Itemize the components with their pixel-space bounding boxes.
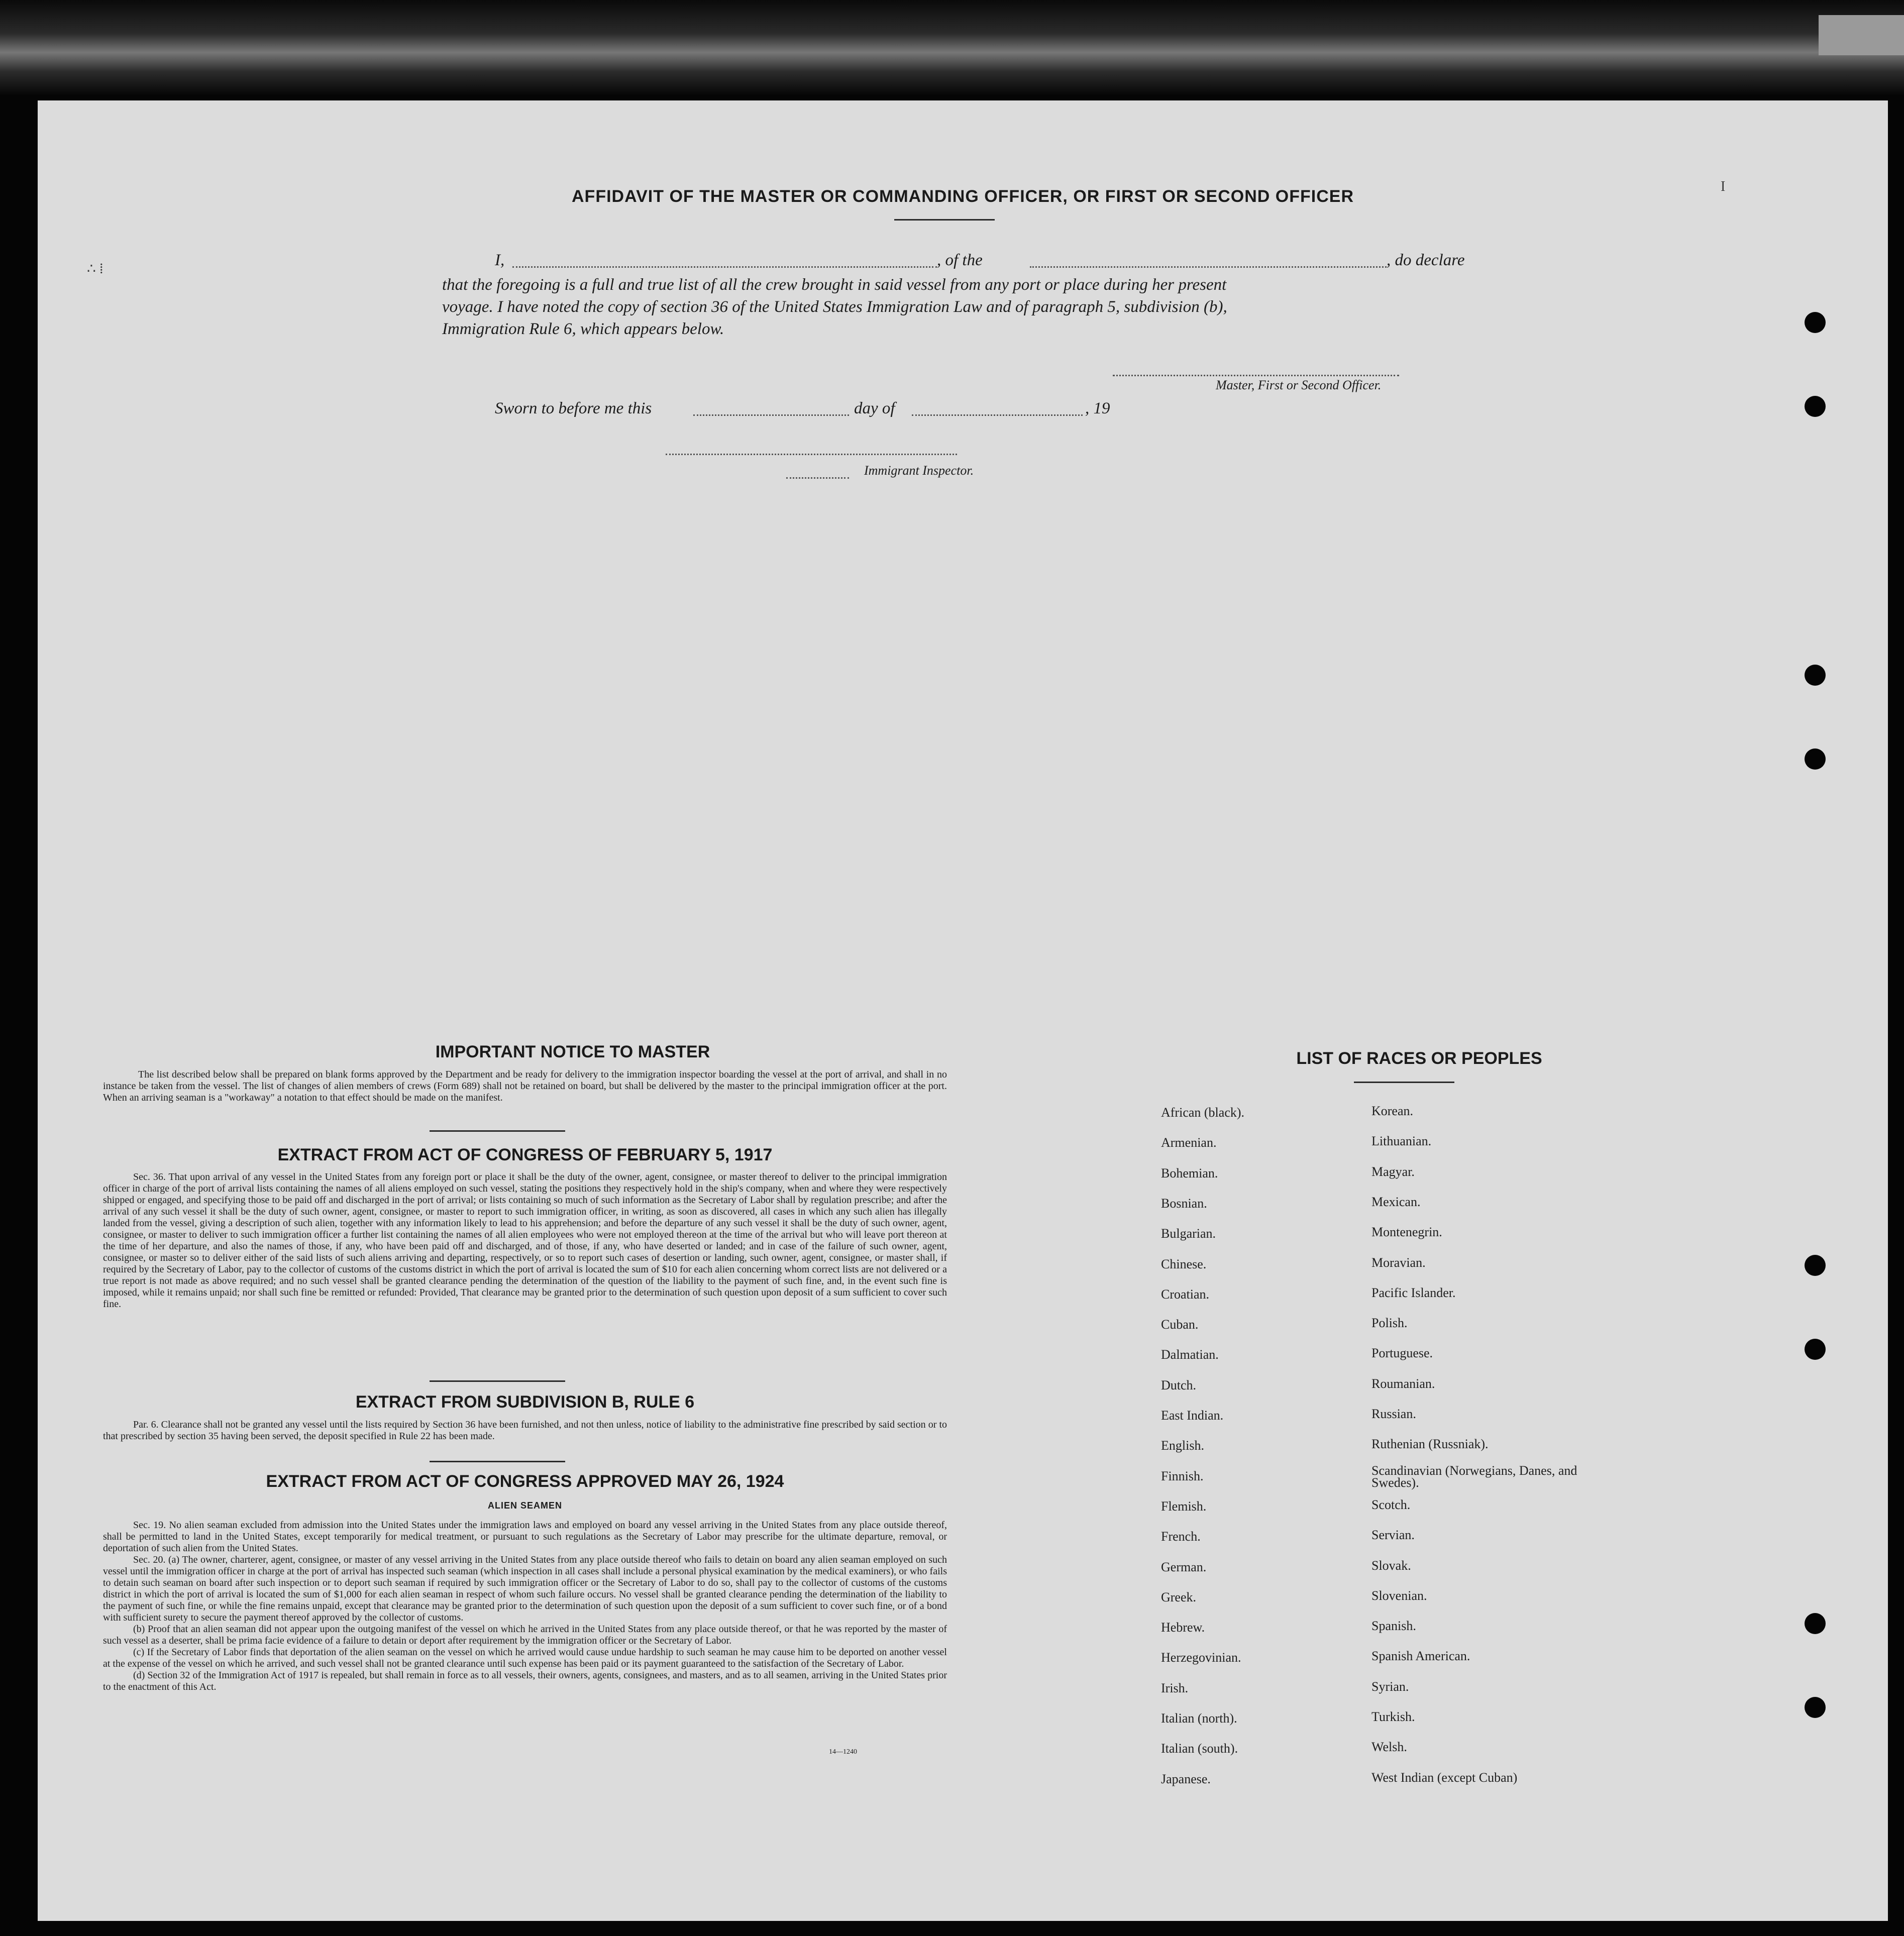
affidavit-title: AFFIDAVIT OF THE MASTER OR COMMANDING OFFICER, OR FIRST OR SECOND OFFICER: [572, 187, 1354, 206]
race-item: Magyar.: [1371, 1164, 1415, 1179]
corner-mark: I: [1721, 179, 1726, 194]
race-item: Greek.: [1161, 1589, 1197, 1604]
affidavit-line-1: that the foregoing is a full and true list of all the crew brought in said vessel from any port or place during her present: [442, 276, 1227, 294]
race-item: Ruthenian (Russniak).: [1371, 1437, 1489, 1452]
race-item: Servian.: [1371, 1528, 1415, 1543]
binder-hole: [1805, 1613, 1826, 1634]
scanner-top-edge: [0, 0, 1904, 95]
sworn-date-blank[interactable]: [693, 414, 849, 416]
race-item: Hebrew.: [1161, 1620, 1205, 1635]
vessel-blank[interactable]: [1030, 266, 1387, 268]
race-item: Herzegovinian.: [1161, 1650, 1241, 1665]
sec-20a-text: Sec. 20. (a) The owner, charterer, agent, consignee, or master of any vessel arriving in the United States from any place outside thereof who fails to detain on board any alien seaman employed on such vessel until the immigration officer in charge at the port of arrival has inspected such seaman (which inspection in all cases shall include a personal physical examination by the medical examiners), or who fails to detain such seaman on board after such inspection or to deport such seaman if required by such immigration officer or the Secretary of Labor to do so, shall pay to the collector of customs of the customs district in which the port of arrival is located the sum of $1,000 for each alien seaman in respect of whom such failure occurs. No vessel shall be granted clearance pending the determination of the liability to the payment of such fine, or while the fine remains unpaid, except that clearance may be granted prior to the determination of such question upon the deposit of a sum sufficient to cover such fine, or of a bond with sufficient surety to secure the payment thereof approved by the collector of customs.: [103, 1554, 947, 1623]
race-item: Turkish.: [1371, 1709, 1415, 1724]
affidavit-of-the: , of the: [937, 251, 983, 269]
race-item: Irish.: [1161, 1680, 1189, 1695]
race-item: Montenegrin.: [1371, 1225, 1442, 1240]
notice-text: The list described below shall be prepared on blank forms approved by the Department and be ready for delivery to the immigration inspector boarding the vessel at the port of arrival, and shall in no instance be taken from the vessel. The list of changes of alien members of crews (Form 689) shall not be retained on board, but shall be delivered by the master to the principal immigration officer at the port. When an arriving seaman is a "workaway" a notation to that effect should be made on the manifest.: [103, 1069, 947, 1103]
sec-20d-text: (d) Section 32 of the Immigration Act of 1917 is repealed, but shall remain in force as to all vessels, their owners, agents, consignees, and masters, and as to all seamen, arriving in the United States prior to the enactment of this Act.: [103, 1670, 947, 1692]
notice-body: [103, 1069, 947, 1104]
affidavit-line-2: voyage. I have noted the copy of section 36 of the United States Immigration Law and of paragraph 5, subdivision (b),: [442, 298, 1227, 316]
extract-rule6-body: [103, 1419, 947, 1442]
race-item: Armenian.: [1161, 1135, 1217, 1150]
binder-hole: [1805, 748, 1826, 770]
sec-36-text: Sec. 36. That upon arrival of any vessel in the United States from any foreign port or place it shall be the duty of the owner, agent, consignee, or master thereof to deliver to the principal immigration officer in charge of the port of arrival lists containing the names of all aliens employed on such vessel, stating the positions they respectively hold in the ship's company, when and where they were respectively shipped or engaged, and specifying those to be paid off and discharged in the port of arrival; or lists containing so much of such information as the Secretary of Labor shall by regulation prescribe; and after the arrival of any such vessel it shall be the duty of such owner, agent, consignee, or master to report to such immigration officer, in writing, as soon as discovered, all cases in which any such alien has illegally landed from the vessel, giving a description of such alien, together with any information likely to lead to his apprehension; and before the departure of any such vessel it shall be the duty of such owner, agent, consignee, or master to deliver to such immigration officer a further list containing the names of all alien employees who were not employed thereon at the time of the arrival but who will leave port thereon at the time of her departure, and also the names of those, if any, who have been paid off and discharged, and of those, if any, who have deserted or landed; and in case of the failure of such owner, agent, consignee, or master so to deliver either of the said lists of such aliens arriving and departing, respectively, or so to report such cases of desertion or landing, such owner, agent, consignee, or master shall, if required by the Secretary of Labor, pay to the collector of customs of the customs district in which the port of arrival is located the sum of $10 for each alien concerning whom correct lists are not delivered or a true report is not made as above required; and no such vessel shall be granted clearance pending the determination of the question of the liability to the payment of such fine, and, in the event such fine is imposed, while it remains unpaid; nor shall such fine be remitted or refunded: Provided, That clearance may be granted prior to the determination of such question upon deposit of a sum sufficient to cover such fine.: [103, 1171, 947, 1310]
sworn-label: Sworn to before me this: [495, 399, 652, 417]
race-item: Pacific Islander.: [1371, 1285, 1456, 1300]
margin-mark: ∴ ⁞: [87, 261, 103, 277]
affidavit-text: [442, 274, 1487, 340]
affidavit-line-3: Immigration Rule 6, which appears below.: [442, 320, 724, 338]
race-item: Japanese.: [1161, 1771, 1211, 1786]
inspector-caption: Immigrant Inspector.: [864, 463, 974, 478]
race-item: Moravian.: [1371, 1255, 1426, 1270]
master-signature-line[interactable]: [1113, 375, 1399, 376]
races-title: LIST OF RACES OR PEOPLES: [1296, 1049, 1542, 1068]
section-rule-3: [430, 1461, 565, 1462]
binder-hole: [1805, 665, 1826, 686]
section-rule-2: [430, 1380, 565, 1382]
master-signature-caption: Master, First or Second Officer.: [1216, 378, 1382, 392]
race-item: Bohemian.: [1161, 1165, 1218, 1180]
binder-hole: [1805, 1255, 1826, 1276]
race-item: Scandinavian (Norwegians, Danes, and Swedes).: [1371, 1463, 1577, 1490]
race-item: Croatian.: [1161, 1286, 1210, 1302]
race-item: Slovenian.: [1371, 1588, 1427, 1603]
race-item: Roumanian.: [1371, 1376, 1435, 1391]
sec-19-text: Sec. 19. No alien seaman excluded from admission into the United States under the immigration laws and employed on board any vessel arriving in the United States from any place outside thereof, shall be permitted to land in the United States, except temporarily for medical treatment, or pursuant to such regulations as the Secretary of Labor may prescribe for the ultimate departure, removal, or deportation of such alien from the United States.: [103, 1520, 947, 1554]
race-item: Korean.: [1371, 1104, 1414, 1118]
race-item: French.: [1161, 1529, 1201, 1544]
race-item: Cuban.: [1161, 1317, 1199, 1332]
inspector-short-line: [786, 477, 849, 479]
day-of-label: day of: [854, 399, 895, 417]
affidavit-do-declare: , do declare: [1387, 251, 1465, 269]
extract-rule6-title: EXTRACT FROM SUBDIVISION B, RULE 6: [355, 1392, 695, 1412]
par-6-text: Par. 6. Clearance shall not be granted any vessel until the lists required by Section 36 have been furnished, and not then unless, notice of liability to the administrative fine prescribed by said section or to that prescribed by section 35 having been served, the deposit specified in Rule 22 has been made.: [103, 1419, 947, 1442]
race-item: Mexican.: [1371, 1194, 1421, 1209]
binder-hole: [1805, 1697, 1826, 1718]
scanner-corner-strip: [1819, 15, 1904, 55]
title-rule: [894, 219, 995, 221]
race-item: Russian.: [1371, 1407, 1416, 1421]
sec-20b-text: (b) Proof that an alien seaman did not appear upon the outgoing manifest of the vessel on which he arrived in the United States from any place outside thereof, or that he was reported by the master of such vessel as a deserter, shall be prima facie evidence of a failure to detain or deport after requirement by the immigration officer or the Secretary of Labor.: [103, 1624, 947, 1646]
race-item: Syrian.: [1371, 1679, 1409, 1694]
section-rule-1: [430, 1130, 565, 1132]
race-item: East Indian.: [1161, 1408, 1224, 1423]
race-item: Dalmatian.: [1161, 1347, 1219, 1362]
race-item: Welsh.: [1371, 1740, 1407, 1755]
race-item: German.: [1161, 1559, 1207, 1574]
extract-1924-title: EXTRACT FROM ACT OF CONGRESS APPROVED MAY 26, 1924: [266, 1472, 784, 1491]
race-item: Bosnian.: [1161, 1196, 1207, 1211]
affidavit-i-label: I,: [495, 251, 505, 269]
race-item: Finnish.: [1161, 1468, 1204, 1483]
form-number: 14—1240: [829, 1748, 857, 1756]
race-item: Slovak.: [1371, 1558, 1411, 1573]
document-sheet: [38, 100, 1888, 1921]
binder-hole: [1805, 1339, 1826, 1360]
extract-1924-body: [103, 1520, 947, 1693]
month-blank[interactable]: [912, 414, 1083, 416]
race-item: Spanish American.: [1371, 1649, 1470, 1664]
race-item: Lithuanian.: [1371, 1134, 1432, 1149]
race-item: Polish.: [1371, 1316, 1408, 1331]
name-blank[interactable]: [512, 266, 937, 268]
race-item: African (black).: [1161, 1105, 1245, 1120]
alien-seamen-subtitle: ALIEN SEAMEN: [487, 1500, 562, 1511]
race-item: Italian (south).: [1161, 1741, 1238, 1756]
race-item: Portuguese.: [1371, 1346, 1433, 1361]
year-label: , 19: [1085, 399, 1110, 417]
race-item: West Indian (except Cuban): [1371, 1770, 1518, 1785]
race-item: English.: [1161, 1438, 1204, 1453]
race-item: Spanish.: [1371, 1619, 1416, 1634]
extract-1917-title: EXTRACT FROM ACT OF CONGRESS OF FEBRUARY 5, 1917: [277, 1145, 773, 1164]
inspector-signature-line[interactable]: [666, 454, 957, 455]
race-item: Italian (north).: [1161, 1711, 1237, 1726]
race-item: Scotch.: [1371, 1497, 1411, 1512]
extract-1917-body: [103, 1171, 947, 1310]
binder-hole: [1805, 396, 1826, 417]
race-item: Dutch.: [1161, 1377, 1197, 1392]
binder-hole: [1805, 312, 1826, 333]
sec-20c-text: (c) If the Secretary of Labor finds that deportation of the alien seaman on the vessel on which he arrived would cause undue hardship to such seaman he may cause him to be deported on another vessel at the expense of the vessel on which he arrived, and such vessel shall not be granted clearance until such expense has been paid or its payment guaranteed to the satisfaction of the Secretary of Labor.: [103, 1647, 947, 1669]
race-item: Flemish.: [1161, 1498, 1207, 1514]
race-item: Bulgarian.: [1161, 1226, 1216, 1241]
race-item: Chinese.: [1161, 1256, 1207, 1271]
notice-title: IMPORTANT NOTICE TO MASTER: [435, 1042, 710, 1061]
races-title-rule: [1354, 1082, 1454, 1083]
